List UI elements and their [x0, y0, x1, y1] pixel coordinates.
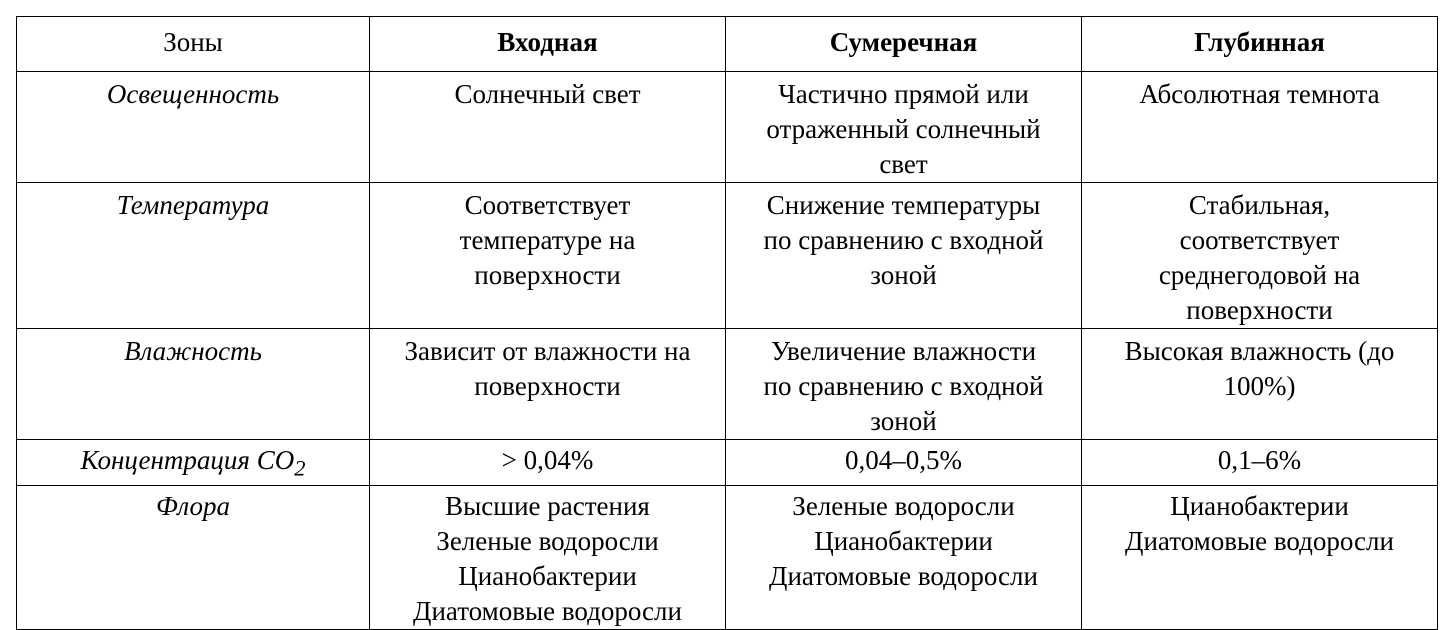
cell-line: поверхности [1186, 295, 1333, 325]
cell-co2-entrance [370, 440, 726, 486]
cell-humidity-twilight [726, 329, 1082, 440]
cell-flora-twilight [726, 486, 1082, 630]
cell-line: 100%) [1223, 371, 1296, 401]
cell-temperature-entrance [370, 183, 726, 329]
header-cell-entrance: Входная [370, 17, 726, 72]
table-row-flora [17, 486, 1438, 630]
header-cell-deep: Глубинная [1082, 17, 1438, 72]
row-label-co2 [17, 440, 370, 486]
header-row [17, 17, 1438, 72]
cell-line: Высокая влажность (до [1124, 336, 1395, 366]
cell-humidity-entrance [370, 329, 726, 440]
table-row-co2 [17, 440, 1438, 486]
cell-line: зоной [870, 406, 937, 436]
cell-line: по сравнению с входной [763, 225, 1044, 255]
cell-line: Снижение температуры [766, 190, 1041, 220]
cell-line: зоной [870, 260, 937, 290]
row-label-humidity: Влажность [17, 329, 370, 440]
cell-flora-deep [1082, 486, 1438, 630]
cell-co2-twilight [726, 440, 1082, 486]
cell-line: поверхности [474, 371, 621, 401]
cell-line: Увеличение влажности [770, 336, 1037, 366]
header-cell-twilight: Сумеречная [726, 17, 1082, 72]
cell-line: 0,04–0,5% [845, 445, 962, 475]
cell-line: Абсолютная темнота [1139, 79, 1380, 109]
cell-line: Цианобактерии [814, 526, 993, 557]
cell-illumination-deep [1082, 72, 1438, 183]
cell-line: 0,1–6% [1217, 445, 1302, 475]
row-label-temperature: Температура [17, 183, 370, 329]
cell-illumination-entrance [370, 72, 726, 183]
cell-line: по сравнению с входной [763, 371, 1044, 401]
cell-line: Частично прямой или [778, 79, 1029, 109]
table-row-temperature [17, 183, 1438, 329]
row-label-illumination: Освещенность [17, 72, 370, 183]
cell-line: Диатомовые водоросли [769, 561, 1038, 592]
row-label-co2-subscript: 2 [294, 455, 306, 481]
cell-line: Стабильная, [1188, 190, 1331, 220]
cell-temperature-twilight [726, 183, 1082, 329]
cell-line: Солнечный свет [454, 79, 641, 109]
cell-line: Цианобактерии [1170, 491, 1349, 522]
cell-line: Зеленые водоросли [792, 491, 1015, 522]
cell-line: свет [879, 149, 928, 179]
cell-line: Зависит от влажности на [404, 336, 691, 366]
cell-line: > 0,04% [501, 445, 594, 475]
cell-line: температуре на [459, 225, 636, 255]
cell-line: Диатомовые водоросли [413, 596, 682, 627]
cell-temperature-deep [1082, 183, 1438, 329]
header-cell-zones: Зоны [17, 17, 370, 72]
cell-line: Диатомовые водоросли [1125, 526, 1394, 557]
cell-flora-entrance [370, 486, 726, 630]
table-row-humidity [17, 329, 1438, 440]
cell-co2-deep [1082, 440, 1438, 486]
cell-line: поверхности [474, 260, 621, 290]
row-label-flora: Флора [17, 486, 370, 630]
cell-humidity-deep [1082, 329, 1438, 440]
cell-line: соответствует [1179, 225, 1340, 255]
cave-zones-table [16, 16, 1438, 630]
cell-line: среднегодовой на [1158, 260, 1361, 290]
row-label-co2-text: Концентрация СО [80, 445, 295, 475]
table-row-illumination [17, 72, 1438, 183]
cell-line: Зеленые водоросли [436, 526, 659, 557]
cell-line: Цианобактерии [458, 561, 637, 592]
cell-line: Соответствует [464, 190, 631, 220]
cell-illumination-twilight [726, 72, 1082, 183]
cell-line: отраженный солнечный [766, 114, 1041, 144]
cell-line: Высшие растения [445, 491, 650, 522]
